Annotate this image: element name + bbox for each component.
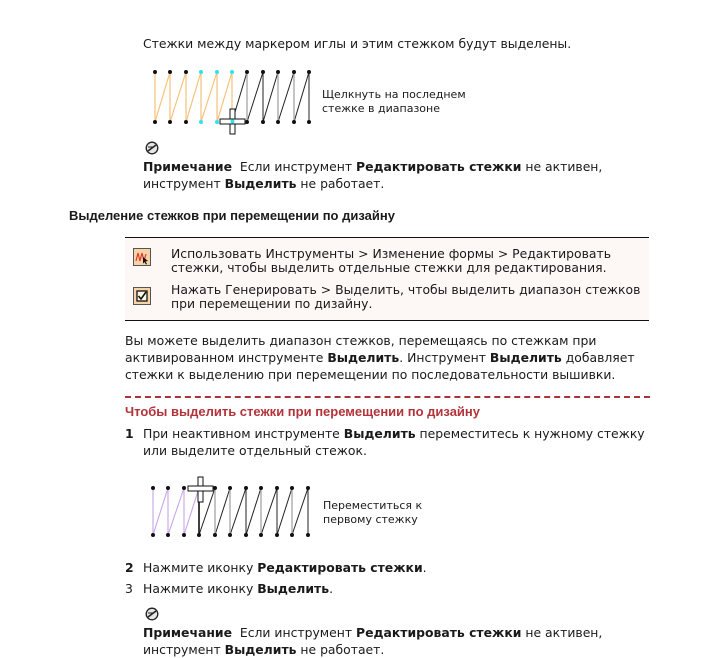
para-line: стежки к выделению при перемещении по последовательности вышивки.	[125, 367, 616, 382]
select-checkbox-icon[interactable]	[133, 287, 151, 305]
tip-line: Использовать Инструменты > Изменение формы > Редактировать	[171, 246, 612, 261]
note-pencil-icon	[145, 141, 159, 155]
note-text: не активен,	[521, 159, 603, 174]
crosshair-cursor-icon	[188, 477, 213, 502]
figure2-caption	[323, 499, 422, 527]
stitch-diagram-select-range	[140, 62, 330, 137]
step-text: .	[329, 581, 334, 596]
edit-stitches-icon[interactable]	[133, 248, 151, 266]
para-bold: Выделить	[327, 350, 400, 365]
caption-line: стежке в диапазоне	[322, 102, 440, 115]
step-number: 3	[125, 581, 133, 596]
caption-line: Щелкнуть на последнем	[322, 88, 466, 101]
tip-line: при перемещении по дизайну.	[171, 296, 373, 311]
note-2	[143, 624, 602, 658]
step-bold: Выделить	[343, 426, 416, 441]
para-text: добавляет	[561, 350, 635, 365]
tips-box	[125, 237, 649, 321]
step-text: или выделите отдельный стежок.	[143, 443, 367, 458]
step-bold: Редактировать стежки	[257, 560, 423, 575]
stitch-diagram-travel	[140, 475, 330, 547]
note-bold: Редактировать стежки	[356, 159, 522, 174]
step-1-text	[143, 425, 645, 459]
crosshair-cursor-icon	[220, 109, 245, 134]
note-text: Если инструмент	[239, 159, 357, 174]
procedure-divider	[125, 396, 650, 398]
note-bold: Выделить	[224, 176, 297, 191]
step-bold: Выделить	[257, 581, 330, 596]
para-text: активированном инструменте	[125, 350, 328, 365]
intro-sentence: Стежки между маркером иглы и этим стежком будут выделены.	[143, 36, 572, 51]
step-text: При неактивном инструменте	[143, 426, 344, 441]
section-heading: Выделение стежков при перемещении по дизайну	[69, 208, 395, 223]
note-text: не работает.	[296, 176, 385, 191]
note-text: Если инструмент	[239, 625, 357, 640]
step-text: переместитесь к нужному стежку	[415, 426, 645, 441]
procedure-title: Чтобы выделить стежки при перемещении по дизайну	[125, 404, 481, 419]
step-number: 2	[125, 560, 134, 575]
note-text: инструмент	[143, 642, 225, 657]
section-paragraph	[125, 332, 635, 383]
note-1	[143, 158, 602, 192]
step-text: .	[422, 560, 427, 575]
note-text: не работает.	[296, 642, 385, 657]
para-text: . Инструмент	[399, 350, 490, 365]
tip-line: Нажать Генерировать > Выделить, чтобы выделить диапазон стежков	[171, 282, 641, 297]
step-text: Нажмите иконку	[143, 560, 258, 575]
figure1-caption	[322, 88, 466, 116]
para-line: Вы можете выделить диапазон стежков, перемещаясь по стежкам при	[125, 333, 597, 348]
note-bold: Выделить	[224, 642, 297, 657]
step-text: Нажмите иконку	[143, 581, 258, 596]
note-label: Примечание	[143, 159, 232, 174]
caption-line: первому стежку	[323, 513, 418, 526]
note-text: не активен,	[521, 625, 603, 640]
step-number: 1	[125, 426, 134, 441]
caption-line: Переместиться к	[323, 499, 423, 512]
para-bold: Выделить	[489, 350, 562, 365]
note-pencil-icon	[145, 607, 159, 621]
tip-line: стежки, чтобы выделить отдельные стежки для редактирования.	[171, 260, 607, 275]
note-bold: Редактировать стежки	[356, 625, 522, 640]
note-text: инструмент	[143, 176, 225, 191]
note-label: Примечание	[143, 625, 232, 640]
tip-text	[171, 247, 611, 275]
tip-text	[171, 283, 640, 311]
step-2-text	[143, 559, 427, 576]
step-3-text	[143, 580, 333, 597]
